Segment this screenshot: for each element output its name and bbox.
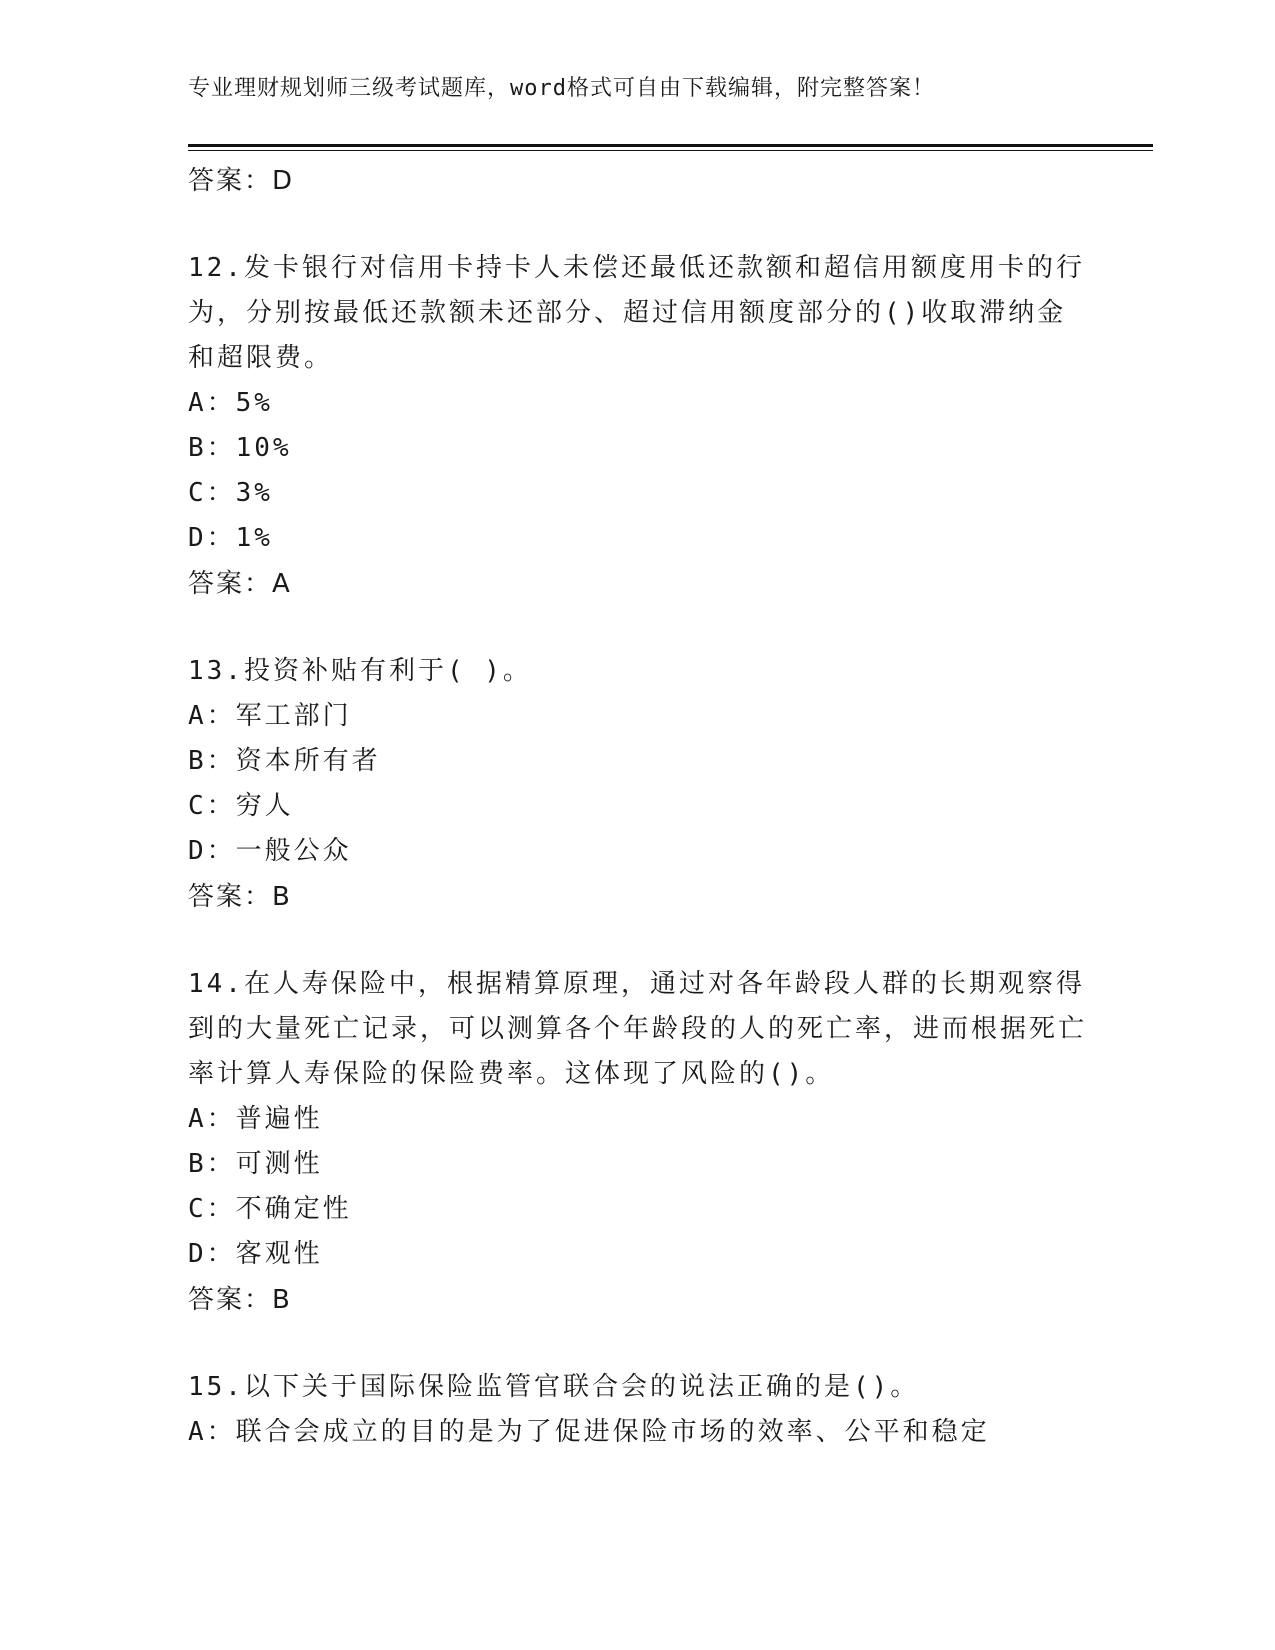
option-a: A：普遍性 xyxy=(188,1104,323,1134)
answer-line: 答案：D xyxy=(188,166,295,196)
answer-line: 答案：B xyxy=(188,1285,292,1315)
option-b: B：资本所有者 xyxy=(188,746,381,776)
option-d: D：一般公众 xyxy=(188,836,352,866)
question-text: 15.以下关于国际保险监管官联合会的说法正确的是()。 xyxy=(188,1372,920,1402)
header-divider-thin xyxy=(188,150,1153,151)
question-text: 13.投资补贴有利于( )。 xyxy=(188,656,532,686)
option-a: A：5% xyxy=(188,388,273,418)
header-divider xyxy=(188,144,1153,147)
option-c: C：3% xyxy=(188,478,273,508)
option-d: D：1% xyxy=(188,523,273,553)
question-text: 14.在人寿保险中，根据精算原理，通过对各年龄段人群的长期观察得到的大量死亡记录，可以测算各个年龄段的人的死亡率，进而根据死亡率计算人寿保险的保险费率。这体现了风险的()。 xyxy=(188,969,1088,1089)
question-text: 12.发卡银行对信用卡持卡人未偿还最低还款额和超信用额度用卡的行为，分别按最低还款额未还部分、超过信用额度部分的()收取滞纳金和超限费。 xyxy=(188,253,1085,373)
option-b: B：可测性 xyxy=(188,1149,323,1179)
question-block xyxy=(188,1365,1088,1455)
question-block xyxy=(188,649,1088,920)
question-block xyxy=(188,246,1088,607)
option-c: C：不确定性 xyxy=(188,1194,352,1224)
answer-line: 答案：A xyxy=(188,569,292,599)
page-header: 专业理财规划师三级考试题库，word格式可自由下载编辑，附完整答案！ xyxy=(188,76,935,101)
question-list xyxy=(188,158,1088,1455)
option-c: C：穷人 xyxy=(188,791,294,821)
option-d: D：客观性 xyxy=(188,1239,323,1269)
option-a: A：军工部门 xyxy=(188,701,352,731)
answer-line: 答案：B xyxy=(188,882,292,912)
option-a: A：联合会成立的目的是为了促进保险市场的效率、公平和稳定 xyxy=(188,1417,990,1447)
question-block xyxy=(188,962,1088,1323)
option-b: B：10% xyxy=(188,433,292,463)
